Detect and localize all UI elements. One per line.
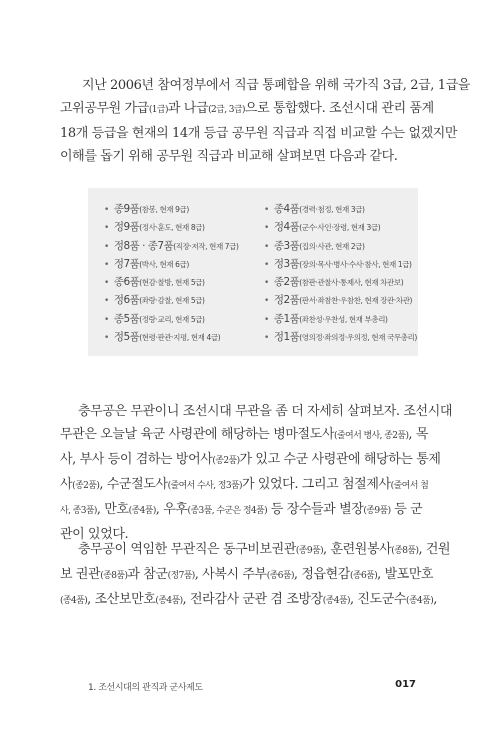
bullet-icon: • (264, 296, 269, 307)
bullet-icon: • (104, 205, 109, 215)
rank-comparison-box (88, 188, 418, 356)
bullet-icon: • (264, 333, 269, 344)
text-line: 무관은 오늘날 육군 사령관에 해당하는 병마절도사(줄여서 병사, 종2품), 목 (60, 427, 428, 442)
bullet-icon: • (104, 296, 109, 307)
bullet-icon: • (104, 278, 109, 289)
rank-item: • 정4품(군수·사인·장령, 현재 3급) (264, 221, 381, 234)
text-line: 관이 있었다. (60, 527, 129, 542)
bullet-icon: • (264, 278, 269, 289)
bullet-icon: • (104, 223, 109, 234)
rank-item: • 정9품(정사·훈도, 현재 8급) (104, 221, 205, 234)
text-line: 충무공이 역임한 무관직은 동구비보권관(종9품), 훈련원봉사(종8품), 건원 (78, 542, 451, 557)
text-line: 사, 종3품), 만호(종4품), 우후(종3품, 수군은 정4품) 등 장수들과 별장(종9품) 등 군 (60, 502, 423, 517)
rank-list-left (104, 200, 239, 346)
rank-item: • 정2품(판서·좌참찬·우참찬, 현재 장관·차관) (264, 294, 413, 307)
text-line: 사(종2품), 수군절도사(줄여서 수사, 정3품)가 있었다. 그리고 첨절제사(줄여서 첨 (60, 477, 429, 492)
bullet-icon: • (104, 259, 109, 270)
text-line: 이해를 돕기 위해 공무원 직급과 비교해 살펴보면 다음과 같다. (60, 149, 398, 164)
bullet-icon: • (264, 205, 269, 215)
rank-item: • 종4품(경력·첨정, 현재 3급) (264, 203, 365, 215)
career-paragraph (60, 538, 451, 613)
rank-item: • 종5품(정랑·교리, 현재 5급) (104, 312, 205, 325)
text-line: 지난 2006년 참여정부에서 직급 통폐합을 위해 국가직 3급, 2급, 1급을 (82, 78, 470, 93)
bullet-icon: • (264, 314, 269, 325)
rank-item: • 정3품(장의·목사·병사·수사·참사, 현재 1급) (264, 257, 412, 270)
rank-item: • 정8품 · 종7품(직장·저작, 현재 7급) (104, 239, 239, 252)
page-number: 017 (395, 679, 416, 690)
bullet-icon: • (264, 223, 269, 234)
military-officials-paragraph (60, 400, 453, 546)
rank-item: • 정7품(박사, 현재 6급) (104, 257, 189, 270)
chapter-title: 1. 조선시대의 관직과 군사제도 (88, 683, 203, 693)
bullet-icon: • (104, 314, 109, 325)
rank-item: • 정1품(영의정·좌의정·우의정, 현재 국무총리) (264, 331, 417, 344)
text-line: 사, 부사 등이 겸하는 방어사(종2품)가 있고 수군 사령관에 해당하는 통제 (60, 452, 441, 467)
text-line: 충무공은 무관이니 조선시대 무관을 좀 더 자세히 살펴보자. 조선시대 (78, 404, 453, 419)
text-line: (종4품), 조산보만호(종4품), 전라감사 군관 겸 조방장(종4품), 진도군수(종4품), (60, 592, 437, 607)
rank-item: • 종3품(집의·사관, 현재 2급) (264, 239, 365, 252)
rank-item: • 종2품(참판·관찰사·통제사, 현재 차관보) (264, 276, 404, 289)
bullet-icon: • (264, 259, 269, 270)
rank-item: • 정6품(좌랑·감찰, 현재 5급) (104, 294, 205, 307)
text-line: 18개 등급을 현재의 14개 등급 공무원 직급과 직접 비교할 수는 없겠지만 (60, 126, 458, 141)
rank-item: • 종6품(현감·찰방, 현재 5급) (104, 276, 205, 289)
rank-item: • 종9품(참봉, 현재 9급) (104, 203, 189, 215)
bullet-icon: • (104, 333, 109, 344)
bullet-icon: • (264, 241, 269, 252)
rank-list-right (264, 200, 417, 346)
intro-paragraph (60, 74, 470, 168)
rank-item: • 정5품(현령·판관·지평, 현재 4급) (104, 331, 221, 344)
rank-item: • 종1품(좌찬성·우찬성, 현재 부총리) (264, 312, 388, 325)
text-line: 고위공무원 가급(1급)과 나급(2급, 3급)으로 통합했다. 조선시대 관리 품계 (60, 101, 434, 116)
bullet-icon: • (104, 241, 109, 252)
text-line: 보 권관(종8품)과 참군(정7품), 사복시 주부(종6품), 정읍현감(종6품), 발포만호 (60, 567, 434, 582)
